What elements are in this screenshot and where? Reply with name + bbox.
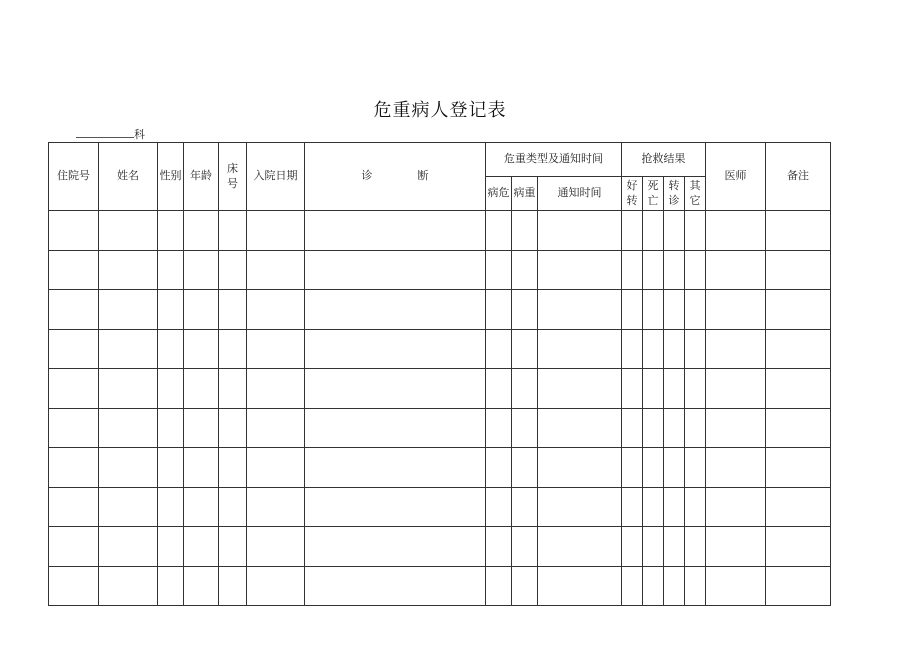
header-critical: 病危 — [486, 177, 512, 211]
cell-critical[interactable] — [486, 211, 512, 251]
cell-transfer[interactable] — [664, 566, 685, 606]
cell-notify-time[interactable] — [538, 408, 622, 448]
cell-name[interactable] — [99, 329, 158, 369]
cell-transfer[interactable] — [664, 290, 685, 330]
cell-improved[interactable] — [622, 487, 643, 527]
cell-diagnosis[interactable] — [305, 250, 486, 290]
cell-other[interactable] — [685, 250, 706, 290]
cell-admit-date[interactable] — [247, 566, 305, 606]
header-transfer-line1: 转 — [668, 178, 680, 192]
cell-serious[interactable] — [512, 369, 538, 409]
cell-death[interactable] — [643, 250, 664, 290]
cell-remarks[interactable] — [766, 566, 831, 606]
page-title: 危重病人登记表 — [373, 100, 507, 121]
cell-death[interactable] — [643, 329, 664, 369]
cell-diagnosis[interactable] — [305, 369, 486, 409]
cell-serious[interactable] — [512, 487, 538, 527]
header-notify-time: 通知时间 — [538, 177, 622, 211]
cell-transfer[interactable] — [664, 527, 685, 567]
cell-admit-date[interactable] — [247, 487, 305, 527]
cell-transfer[interactable] — [664, 408, 685, 448]
cell-diagnosis[interactable] — [305, 408, 486, 448]
cell-diagnosis[interactable] — [305, 448, 486, 488]
cell-doctor[interactable] — [706, 329, 766, 369]
cell-other[interactable] — [685, 566, 706, 606]
cell-improved[interactable] — [622, 369, 643, 409]
header-improved-line2: 转 — [626, 193, 638, 207]
header-doctor: 医师 — [706, 143, 766, 211]
cell-remarks[interactable] — [766, 448, 831, 488]
department-blank[interactable] — [76, 127, 134, 138]
cell-other[interactable] — [685, 290, 706, 330]
header-death-line2: 亡 — [647, 193, 659, 207]
cell-name[interactable] — [99, 448, 158, 488]
cell-other[interactable] — [685, 448, 706, 488]
cell-doctor[interactable] — [706, 211, 766, 251]
cell-age[interactable] — [184, 250, 219, 290]
header-rescue-group: 抢救结果 — [622, 143, 706, 177]
cell-sex[interactable] — [158, 250, 184, 290]
cell-admission-no[interactable] — [49, 408, 99, 448]
cell-remarks[interactable] — [766, 329, 831, 369]
cell-improved[interactable] — [622, 290, 643, 330]
cell-serious[interactable] — [512, 408, 538, 448]
cell-serious[interactable] — [512, 527, 538, 567]
table-row — [49, 329, 831, 369]
cell-admission-no[interactable] — [49, 487, 99, 527]
cell-bed[interactable] — [219, 369, 247, 409]
cell-name[interactable] — [99, 487, 158, 527]
register-table — [48, 142, 831, 606]
cell-improved[interactable] — [622, 566, 643, 606]
cell-notify-time[interactable] — [538, 329, 622, 369]
header-diagnosis-char1: 诊 — [361, 169, 373, 183]
cell-admission-no[interactable] — [49, 250, 99, 290]
table-row — [49, 369, 831, 409]
cell-name[interactable] — [99, 408, 158, 448]
cell-serious[interactable] — [512, 329, 538, 369]
cell-notify-time[interactable] — [538, 290, 622, 330]
cell-name[interactable] — [99, 527, 158, 567]
cell-age[interactable] — [184, 566, 219, 606]
cell-admission-no[interactable] — [49, 369, 99, 409]
cell-death[interactable] — [643, 487, 664, 527]
cell-improved[interactable] — [622, 408, 643, 448]
cell-doctor[interactable] — [706, 290, 766, 330]
cell-sex[interactable] — [158, 487, 184, 527]
header-other — [685, 177, 706, 211]
cell-serious[interactable] — [512, 566, 538, 606]
cell-name[interactable] — [99, 290, 158, 330]
cell-doctor[interactable] — [706, 408, 766, 448]
cell-admit-date[interactable] — [247, 250, 305, 290]
header-improved — [622, 177, 643, 211]
cell-transfer[interactable] — [664, 250, 685, 290]
cell-improved[interactable] — [622, 211, 643, 251]
cell-sex[interactable] — [158, 448, 184, 488]
cell-notify-time[interactable] — [538, 369, 622, 409]
cell-critical[interactable] — [486, 369, 512, 409]
cell-death[interactable] — [643, 408, 664, 448]
cell-diagnosis[interactable] — [305, 527, 486, 567]
cell-name[interactable] — [99, 566, 158, 606]
cell-doctor[interactable] — [706, 487, 766, 527]
cell-serious[interactable] — [512, 448, 538, 488]
cell-critical[interactable] — [486, 408, 512, 448]
cell-serious[interactable] — [512, 250, 538, 290]
header-other-line1: 其 — [689, 178, 701, 192]
cell-serious[interactable] — [512, 290, 538, 330]
cell-transfer[interactable] — [664, 487, 685, 527]
cell-doctor[interactable] — [706, 448, 766, 488]
cell-other[interactable] — [685, 527, 706, 567]
cell-improved[interactable] — [622, 527, 643, 567]
cell-improved[interactable] — [622, 329, 643, 369]
table-row — [49, 250, 831, 290]
cell-admission-no[interactable] — [49, 527, 99, 567]
cell-doctor[interactable] — [706, 369, 766, 409]
cell-age[interactable] — [184, 408, 219, 448]
header-bed-line2: 号 — [227, 176, 238, 190]
cell-remarks[interactable] — [766, 250, 831, 290]
cell-notify-time[interactable] — [538, 250, 622, 290]
header-remarks: 备注 — [766, 143, 831, 211]
cell-remarks[interactable] — [766, 211, 831, 251]
cell-bed[interactable] — [219, 329, 247, 369]
cell-improved[interactable] — [622, 250, 643, 290]
cell-sex[interactable] — [158, 408, 184, 448]
table-row — [49, 290, 831, 330]
cell-admit-date[interactable] — [247, 527, 305, 567]
cell-bed[interactable] — [219, 566, 247, 606]
header-bed-line1: 床 — [227, 161, 238, 175]
cell-improved[interactable] — [622, 448, 643, 488]
register-rows — [49, 211, 831, 606]
cell-bed[interactable] — [219, 487, 247, 527]
cell-remarks[interactable] — [766, 487, 831, 527]
cell-admit-date[interactable] — [247, 408, 305, 448]
cell-other[interactable] — [685, 369, 706, 409]
table-row — [49, 408, 831, 448]
cell-doctor[interactable] — [706, 527, 766, 567]
header-sex: 性别 — [158, 143, 184, 211]
cell-death[interactable] — [643, 290, 664, 330]
header-admit-date: 入院日期 — [247, 143, 305, 211]
cell-bed[interactable] — [219, 448, 247, 488]
header-admission-no: 住院号 — [49, 143, 99, 211]
header-age: 年龄 — [184, 143, 219, 211]
cell-death[interactable] — [643, 566, 664, 606]
header-transfer — [664, 177, 685, 211]
cell-admit-date[interactable] — [247, 211, 305, 251]
cell-other[interactable] — [685, 487, 706, 527]
cell-other[interactable] — [685, 211, 706, 251]
cell-sex[interactable] — [158, 211, 184, 251]
cell-diagnosis[interactable] — [305, 329, 486, 369]
cell-sex[interactable] — [158, 566, 184, 606]
cell-bed[interactable] — [219, 408, 247, 448]
cell-transfer[interactable] — [664, 448, 685, 488]
cell-notify-time[interactable] — [538, 527, 622, 567]
department-field[interactable] — [76, 126, 145, 142]
cell-death[interactable] — [643, 448, 664, 488]
cell-remarks[interactable] — [766, 408, 831, 448]
cell-name[interactable] — [99, 369, 158, 409]
cell-diagnosis[interactable] — [305, 290, 486, 330]
cell-diagnosis[interactable] — [305, 211, 486, 251]
cell-transfer[interactable] — [664, 211, 685, 251]
cell-other[interactable] — [685, 408, 706, 448]
cell-death[interactable] — [643, 369, 664, 409]
cell-doctor[interactable] — [706, 566, 766, 606]
cell-admit-date[interactable] — [247, 329, 305, 369]
header-transfer-line2: 诊 — [668, 193, 680, 207]
table-row — [49, 487, 831, 527]
cell-age[interactable] — [184, 448, 219, 488]
header-improved-line1: 好 — [626, 178, 638, 192]
cell-critical[interactable] — [486, 329, 512, 369]
cell-remarks[interactable] — [766, 527, 831, 567]
cell-critical[interactable] — [486, 448, 512, 488]
cell-other[interactable] — [685, 329, 706, 369]
cell-admit-date[interactable] — [247, 369, 305, 409]
cell-bed[interactable] — [219, 527, 247, 567]
cell-notify-time[interactable] — [538, 448, 622, 488]
cell-bed[interactable] — [219, 290, 247, 330]
cell-notify-time[interactable] — [538, 211, 622, 251]
header-other-line2: 它 — [689, 193, 701, 207]
header-serious: 病重 — [512, 177, 538, 211]
cell-admission-no[interactable] — [49, 329, 99, 369]
cell-age[interactable] — [184, 369, 219, 409]
cell-age[interactable] — [184, 211, 219, 251]
table-row — [49, 527, 831, 567]
cell-bed[interactable] — [219, 250, 247, 290]
cell-sex[interactable] — [158, 369, 184, 409]
cell-remarks[interactable] — [766, 290, 831, 330]
cell-admission-no[interactable] — [49, 290, 99, 330]
cell-diagnosis[interactable] — [305, 566, 486, 606]
cell-sex[interactable] — [158, 290, 184, 330]
table-row — [49, 448, 831, 488]
cell-transfer[interactable] — [664, 369, 685, 409]
cell-sex[interactable] — [158, 527, 184, 567]
cell-transfer[interactable] — [664, 329, 685, 369]
cell-death[interactable] — [643, 527, 664, 567]
cell-sex[interactable] — [158, 329, 184, 369]
cell-admit-date[interactable] — [247, 448, 305, 488]
table-row — [49, 211, 831, 251]
cell-notify-time[interactable] — [538, 566, 622, 606]
cell-critical[interactable] — [486, 566, 512, 606]
cell-admission-no[interactable] — [49, 566, 99, 606]
table-row — [49, 566, 831, 606]
header-diagnosis-char2: 断 — [417, 169, 429, 183]
header-death-line1: 死 — [647, 178, 659, 192]
header-diagnosis — [305, 143, 486, 211]
department-label: 科 — [134, 128, 145, 141]
header-death — [643, 177, 664, 211]
cell-age[interactable] — [184, 329, 219, 369]
cell-name[interactable] — [99, 211, 158, 251]
cell-critical[interactable] — [486, 290, 512, 330]
cell-age[interactable] — [184, 487, 219, 527]
cell-serious[interactable] — [512, 211, 538, 251]
cell-doctor[interactable] — [706, 250, 766, 290]
header-name: 姓名 — [99, 143, 158, 211]
cell-admission-no[interactable] — [49, 211, 99, 251]
cell-death[interactable] — [643, 211, 664, 251]
cell-age[interactable] — [184, 290, 219, 330]
header-bed — [219, 143, 247, 211]
cell-diagnosis[interactable] — [305, 487, 486, 527]
cell-admit-date[interactable] — [247, 290, 305, 330]
cell-notify-time[interactable] — [538, 487, 622, 527]
cell-admission-no[interactable] — [49, 448, 99, 488]
cell-name[interactable] — [99, 250, 158, 290]
cell-critical[interactable] — [486, 487, 512, 527]
cell-remarks[interactable] — [766, 369, 831, 409]
cell-age[interactable] — [184, 527, 219, 567]
cell-critical[interactable] — [486, 250, 512, 290]
header-critical-group: 危重类型及通知时间 — [486, 143, 622, 177]
cell-critical[interactable] — [486, 527, 512, 567]
cell-bed[interactable] — [219, 211, 247, 251]
